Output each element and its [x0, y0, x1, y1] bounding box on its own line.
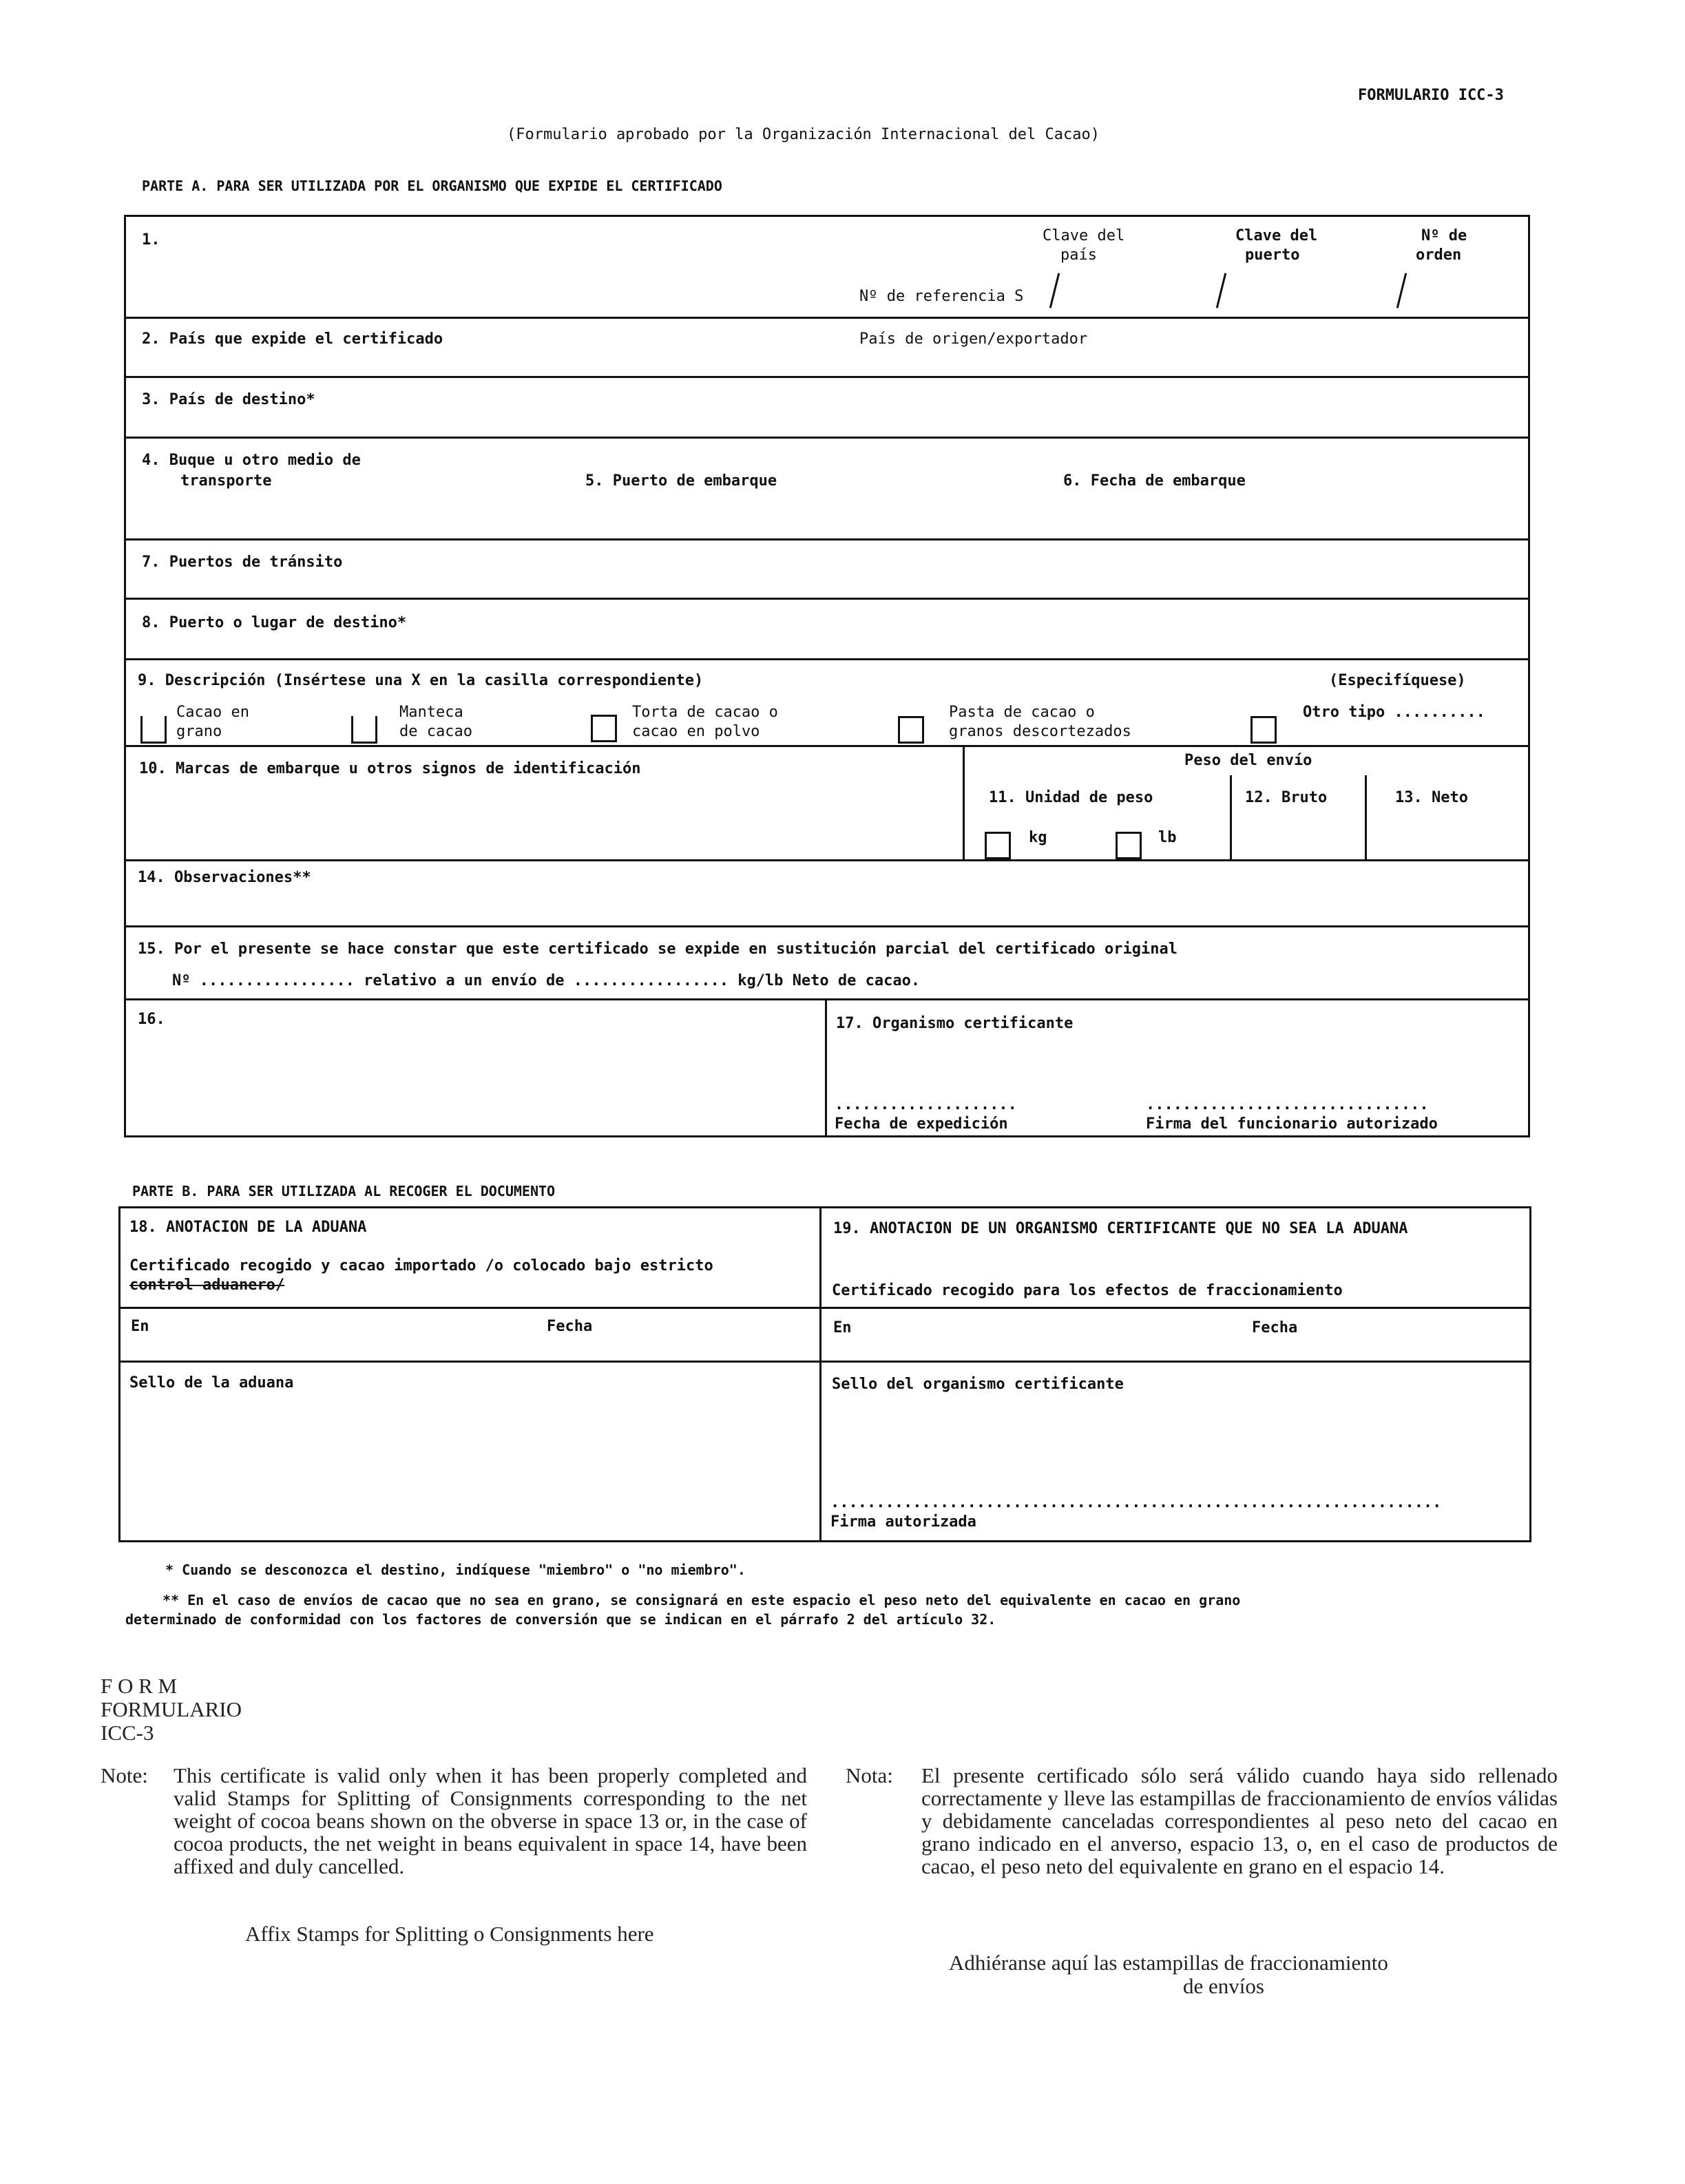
field-18-line-2: control aduanero/ — [129, 1277, 285, 1294]
divider — [124, 317, 1530, 319]
checkbox-kg[interactable] — [985, 832, 1011, 859]
firma-autorizada-dots: ................................................................... — [830, 1494, 1442, 1511]
option-otro: Otro tipo .......... — [1303, 704, 1485, 721]
clave-puerto-label-2: puerto — [1245, 246, 1300, 264]
clave-pais-label-2: país — [1060, 246, 1097, 264]
part-a-title: PARTE A. PARA SER UTILIZADA POR EL ORGANISMO QUE EXPIDE EL CERTIFICADO — [142, 178, 722, 194]
orden-label-2: orden — [1416, 246, 1462, 264]
sello-organismo-label: Sello del organismo certificante — [832, 1376, 1124, 1393]
note-en: This certificate is valid only when it has been properly completed and valid Stamps for Splitting of Consignments corresponding to the net weight of cocoa beans shown on the obverse in space 13 or, in the case of cocoa products, the net weight in beans equivalent in space 14, have been affixed and duly cancelled. — [174, 1763, 807, 1878]
firma-funcionario-label: Firma del funcionario autorizado — [1146, 1115, 1438, 1133]
especifiquese-label: (Especifíquese) — [1329, 672, 1466, 689]
divider — [118, 1361, 1531, 1363]
footnote-2-line-2: determinado de conformidad con los factores de conversión que se indican en el párrafo 2 del artículo 32. — [125, 1611, 996, 1628]
checkbox-torta[interactable] — [591, 715, 617, 742]
field-4-label-2: transporte — [180, 472, 272, 490]
option-manteca-2: de cacao — [399, 723, 472, 740]
approved-by: (Formulario aprobado por la Organización Internacional del Cacao) — [507, 126, 1100, 143]
reference-label: Nº de referencia S — [859, 288, 1024, 305]
origin-country-label: País de origen/exportador — [859, 330, 1088, 348]
option-pasta-2: granos descortezados — [949, 723, 1131, 740]
field-8-label: 8. Puerto o lugar de destino* — [142, 614, 407, 631]
field-19-en: En — [833, 1319, 852, 1336]
checkbox-cacao-grano[interactable] — [140, 716, 167, 744]
note-label-en: Note: — [101, 1763, 148, 1787]
back-formulario-label: FORMULARIO — [101, 1697, 242, 1721]
field-1-input[interactable] — [138, 259, 829, 308]
note-label-es: Nota: — [846, 1763, 893, 1787]
divider — [963, 745, 965, 859]
option-torta-1: Torta de cacao o — [632, 704, 778, 721]
note-es: El presente certificado sólo será válido cuando haya sido rellenado correctamente y lleve las estampillas de fraccionamiento de envíos válidas y debidamente canceladas correspondientes al peso neto del cacao en grano indicado en el anverso, espacio 13, o, en el caso de productos de cacao, el peso neto del equivalente en grano en el espacio 14. — [921, 1763, 1558, 1878]
field-5-label: 5. Puerto de embarque — [585, 472, 777, 490]
divider — [825, 998, 827, 1137]
field-18-en: En — [131, 1318, 149, 1335]
field-3-label: 3. País de destino* — [142, 391, 315, 408]
affix-stamps-es-2: de envíos — [1183, 1974, 1264, 1998]
orden-label: Nº de — [1421, 227, 1467, 244]
field-11-label: 11. Unidad de peso — [989, 789, 1153, 806]
field-10-label: 10. Marcas de embarque u otros signos de identificación — [139, 760, 641, 777]
part-b-title: PARTE B. PARA SER UTILIZADA AL RECOGER EL DOCUMENTO — [132, 1183, 556, 1199]
field-14-label: 14. Observaciones** — [138, 869, 311, 886]
option-torta-2: cacao en polvo — [632, 723, 760, 740]
field-18-line-1: Certificado recogido y cacao importado /o colocado bajo estricto — [129, 1257, 713, 1274]
divider — [124, 437, 1530, 439]
option-manteca-1: Manteca — [399, 704, 463, 721]
fecha-expedicion-dots: .................... — [835, 1096, 1017, 1113]
affix-stamps-es-1: Adhiéranse aquí las estampillas de fraccionamiento — [949, 1951, 1388, 1975]
divider — [124, 598, 1530, 600]
peso-envio-title: Peso del envío — [1184, 752, 1312, 769]
footnote-1: * Cuando se desconozca el destino, indíquese "miembro" o "no miembro". — [165, 1562, 746, 1578]
unit-kg: kg — [1029, 829, 1047, 846]
clave-pais-label: Clave del — [1043, 227, 1125, 244]
footnote-2-line-1: ** En el caso de envíos de cacao que no sea en grano, se consignará en este espacio el peso neto del equivalente en cacao en grano — [163, 1592, 1241, 1608]
field-15-line-1: 15. Por el presente se hace constar que este certificado se expide en sustitución parcial del certificado original — [138, 941, 1178, 958]
field-9-label: 9. Descripción (Insértese una X en la casilla correspondiente) — [138, 672, 704, 689]
divider — [118, 1307, 1531, 1309]
checkbox-manteca[interactable] — [351, 716, 377, 744]
divider — [124, 745, 1530, 747]
field-17-label: 17. Organismo certificante — [836, 1015, 1074, 1032]
field-18-fecha: Fecha — [547, 1318, 593, 1335]
affix-stamps-en: Affix Stamps for Splitting o Consignments here — [245, 1922, 654, 1946]
divider — [819, 1206, 821, 1542]
option-cacao-grano-1: Cacao en — [176, 704, 249, 721]
field-13-label: 13. Neto — [1395, 789, 1468, 806]
divider — [124, 925, 1530, 927]
firma-autorizada-label: Firma autorizada — [830, 1513, 976, 1531]
field-19-line-1: Certificado recogido para los efectos de fraccionamiento — [832, 1282, 1343, 1299]
field-4-label: 4. Buque u otro medio de — [142, 452, 361, 469]
fecha-expedicion-label: Fecha de expedición — [835, 1115, 1008, 1133]
field-6-label: 6. Fecha de embarque — [1063, 472, 1246, 490]
clave-puerto-label: Clave del — [1235, 227, 1318, 244]
option-cacao-grano-2: grano — [176, 723, 222, 740]
field-16-label: 16. — [138, 1011, 165, 1028]
field-7-label: 7. Puertos de tránsito — [142, 554, 343, 571]
field-2-label: 2. País que expide el certificado — [142, 330, 443, 348]
divider — [124, 376, 1530, 378]
divider — [124, 538, 1530, 540]
divider — [1230, 775, 1232, 859]
checkbox-lb[interactable] — [1116, 832, 1142, 859]
field-19-fecha: Fecha — [1252, 1319, 1298, 1336]
form-code: FORMULARIO ICC-3 — [1358, 87, 1504, 104]
divider — [1365, 775, 1367, 859]
unit-lb: lb — [1158, 829, 1177, 846]
field-12-label: 12. Bruto — [1245, 789, 1328, 806]
sello-aduana-label: Sello de la aduana — [129, 1374, 294, 1392]
checkbox-pasta[interactable] — [898, 716, 924, 744]
field-1-number: 1. — [142, 231, 160, 249]
field-18-title: 18. ANOTACION DE LA ADUANA — [129, 1219, 367, 1236]
divider — [124, 998, 1530, 1000]
field-19-title: 19. ANOTACION DE UN ORGANISMO CERTIFICANTE QUE NO SEA LA ADUANA — [833, 1220, 1408, 1237]
option-pasta-1: Pasta de cacao o — [949, 704, 1095, 721]
back-form-label: F O R M — [101, 1674, 178, 1698]
checkbox-otro[interactable] — [1250, 716, 1277, 744]
divider — [124, 658, 1530, 660]
back-form-code: ICC-3 — [101, 1721, 154, 1745]
firma-dots: ............................... — [1146, 1096, 1429, 1113]
field-15-line-2: Nº ................. relativo a un envío de ................. kg/lb Neto de cacao. — [172, 972, 921, 989]
divider — [124, 859, 1530, 861]
